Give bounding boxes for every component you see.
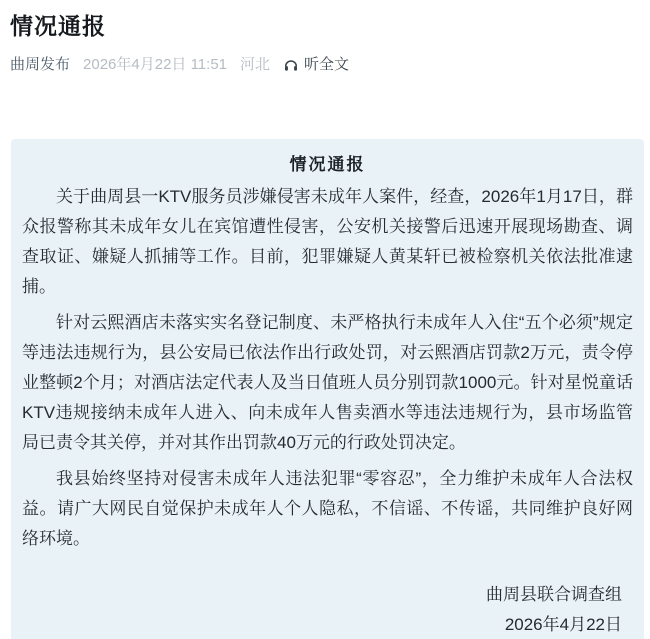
headphones-icon xyxy=(283,57,299,73)
notice-paragraph: 我县始终坚持对侵害未成年人违法犯罪“零容忍”，全力维护未成年人合法权益。请广大网民自觉保护未成年人个人隐私，不信谣、不传谣，共同维护良好网络环境。 xyxy=(22,469,633,548)
official-notice-card xyxy=(11,139,644,639)
signature-organization: 曲周县联合调查组 xyxy=(486,585,622,604)
listen-label: 听全文 xyxy=(304,56,350,73)
notice-signature-block xyxy=(22,580,633,639)
notice-paragraph: 针对云熙酒店未落实实名登记制度、未严格执行未成年人入住“五个必须”规定等违法违规行为，县公安局已依法作出行政处罚，对云熙酒店罚款2万元，责令停业整顿2个月；对酒店法定代表人及当日值班人员分别罚款1000元。针对星悦童话KTV违规接纳未成年人进入、向未成年人售卖酒水等违法违规行为，县市场监管局已责令其关停，并对其作出罚款40万元的行政处罚决定。 xyxy=(22,313,633,452)
signature-date: 2026年4月22日 xyxy=(504,615,622,634)
notice-paragraph: 关于曲周县一KTV服务员涉嫌侵害未成年人案件，经查，2026年1月17日，群众报警称其未成年女儿在宾馆遭性侵害，公安机关接警后迅速开展现场勘查、调查取证、嫌疑人抓捕等工作。目前，犯罪嫌疑人黄某轩已被检察机关依法批准逮捕。 xyxy=(22,187,633,296)
page-title: 情况通报 xyxy=(10,13,106,39)
listen-full-text-button[interactable] xyxy=(283,55,349,75)
notice-title: 情况通报 xyxy=(289,155,366,174)
article-meta xyxy=(10,55,640,75)
article-header xyxy=(0,0,650,75)
publisher-link[interactable]: 曲周发布 xyxy=(10,56,71,73)
publish-timestamp: 2026年4月22日 11:51 xyxy=(83,56,228,73)
publish-location: 河北 xyxy=(240,56,271,73)
